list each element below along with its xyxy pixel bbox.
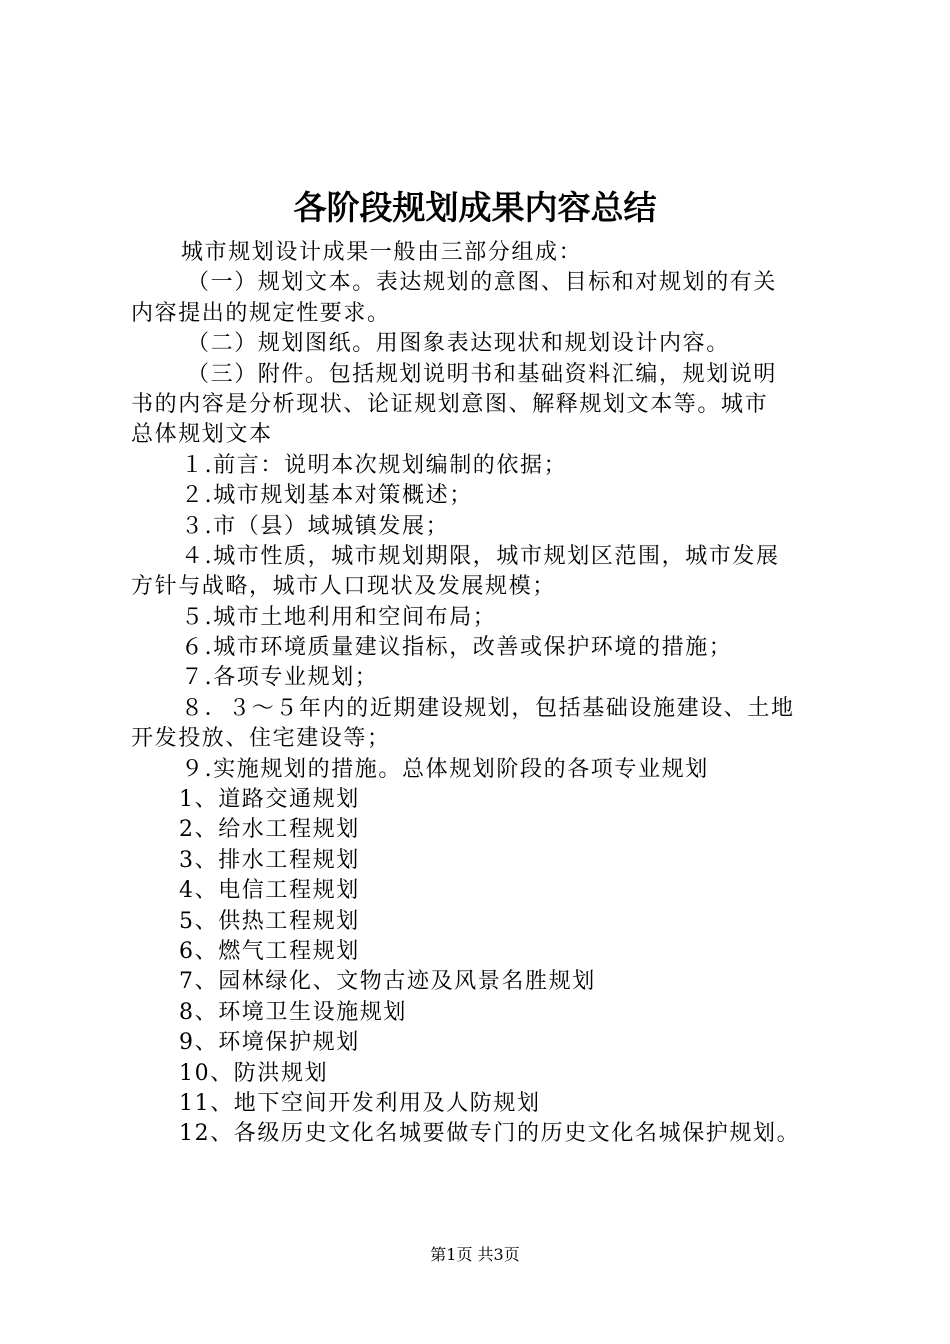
body-line: ９.实施规划的措施。总体规划阶段的各项专业规划 xyxy=(181,756,709,782)
body-line: 10、防洪规划 xyxy=(179,1060,329,1086)
body-line: ４.城市性质，城市规划期限，城市规划区范围，城市发展 xyxy=(181,543,780,569)
body-line: 书的内容是分析现状、论证规划意图、解释规划文本等。城市 xyxy=(131,391,769,417)
body-line: ６.城市环境质量建议指标，改善或保护环境的措施； xyxy=(181,635,733,661)
body-line: １.前言：说明本次规划编制的依据； xyxy=(181,452,568,478)
body-line: 9、环境保护规划 xyxy=(179,1030,360,1056)
body-line: 方针与战略，城市人口现状及发展规模； xyxy=(131,574,556,600)
body-line: 12、各级历史文化名城要做专门的历史文化名城保护规划。 xyxy=(179,1121,801,1147)
body-line: （三）附件。包括规划说明书和基础资料汇编，规划说明 xyxy=(187,361,778,387)
body-line: ３.市（县）域城镇发展； xyxy=(181,513,450,539)
document-title: 各阶段规划成果内容总结 xyxy=(293,188,657,227)
body-line: 2、给水工程规划 xyxy=(179,817,360,843)
body-line: 7、园林绿化、文物古迹及风景名胜规划 xyxy=(179,969,596,995)
document-body xyxy=(131,238,831,1150)
body-line: 6、燃气工程规划 xyxy=(179,938,360,964)
body-line: 11、地下空间开发利用及人防规划 xyxy=(179,1090,541,1116)
page-footer: 第1页 共3页 xyxy=(430,1245,520,1264)
body-line: 8、环境卫生设施规划 xyxy=(179,999,407,1025)
body-line: 4、电信工程规划 xyxy=(179,878,360,904)
body-line: 1、道路交通规划 xyxy=(179,787,360,813)
body-line: ５.城市土地利用和空间布局； xyxy=(181,604,497,630)
body-line: 城市规划设计成果一般由三部分组成： xyxy=(181,240,583,265)
body-line: 内容提出的规定性要求。 xyxy=(131,300,391,326)
body-line: ８．３～５年内的近期建设规划，包括基础设施建设、土地 xyxy=(181,695,795,721)
body-line: （一）规划文本。表达规划的意图、目标和对规划的有关 xyxy=(187,270,778,296)
body-line: ２.城市规划基本对策概述； xyxy=(181,483,473,509)
body-line: （二）规划图纸。用图象表达现状和规划设计内容。 xyxy=(187,331,730,357)
body-line: ７.各项专业规划； xyxy=(181,665,379,691)
body-line: 开发投放、住宅建设等； xyxy=(131,726,391,752)
body-line: 5、供热工程规划 xyxy=(179,908,360,934)
body-line: 3、排水工程规划 xyxy=(179,847,360,873)
body-line: 总体规划文本 xyxy=(131,422,273,448)
